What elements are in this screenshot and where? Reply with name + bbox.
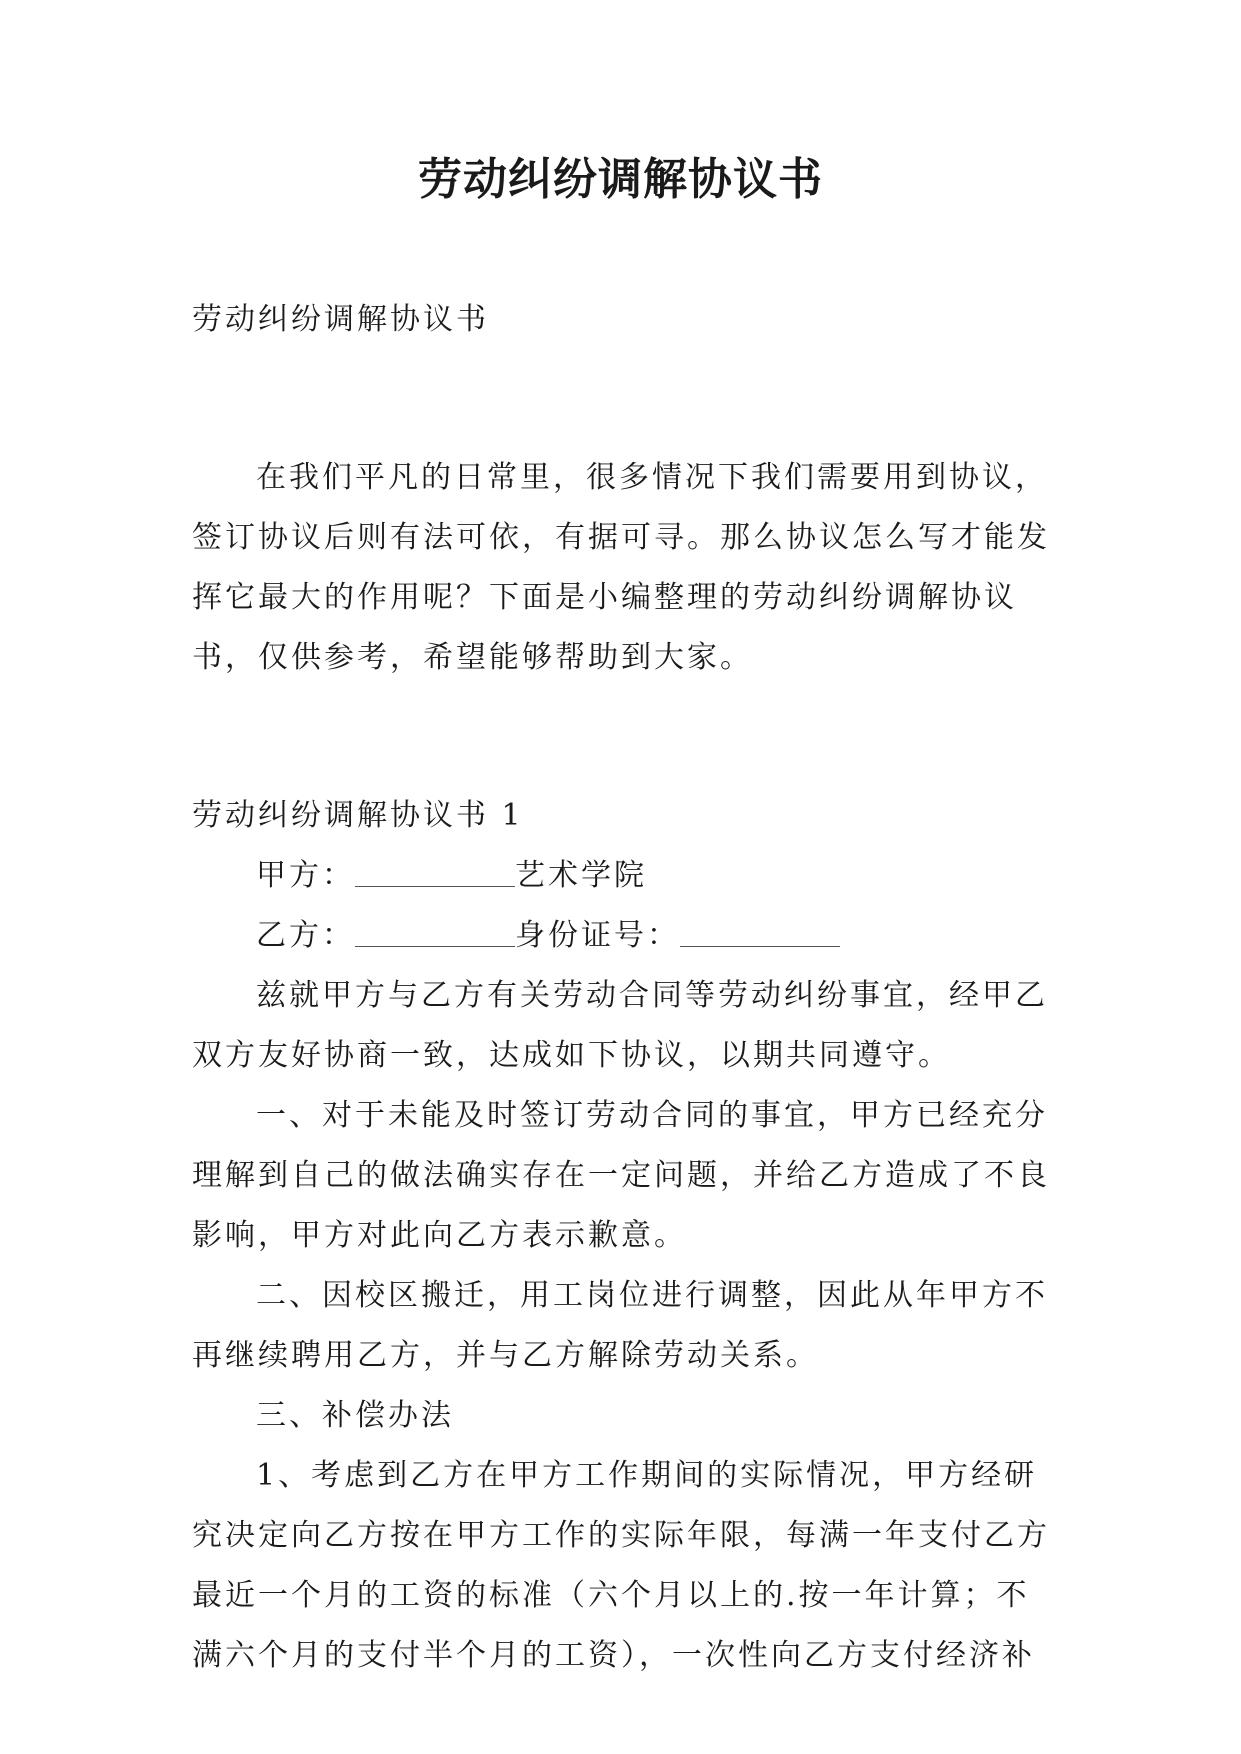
party-a-name: 艺术学院 [515,858,647,893]
body-line: 一、对于未能及时签订劳动合同的事宜，甲方已经充分 [256,1098,1048,1133]
party-a-label: 甲方： [256,858,355,893]
body-line: 理解到自己的做法确实存在一定问题，并给乙方造成了不良 [192,1158,1050,1193]
section-heading: 劳动纠纷调解协议书 1 [192,798,524,833]
body-line: 二、因校区搬迁，用工岗位进行调整，因此从年甲方不 [256,1278,1048,1313]
party-b-id-label: 身份证号： [515,918,680,953]
party-b-id-blank [680,920,840,947]
party-b-line [192,906,1052,966]
spacer [192,350,1052,448]
body-line: 最近一个月的工资的标准（六个月以上的.按一年计算；不 [192,1578,1030,1613]
document-title: 劳动纠纷调解协议书 [418,154,823,205]
document-subtitle: 劳动纠纷调解协议书 [192,302,489,337]
body-line: 兹就甲方与乙方有关劳动合同等劳动纠纷事宜，经甲乙 [256,978,1048,1013]
body-line: 三、补偿办法 [256,1398,454,1433]
body-line: 满六个月的支付半个月的工资），一次性向乙方支付经济补 [192,1638,1035,1673]
body-line: 双方友好协商一致，达成如下协议，以期共同遵守。 [192,1038,951,1073]
party-a-blank [355,860,515,887]
intro-line: 挥它最大的作用呢？下面是小编整理的劳动纠纷调解协议 [192,580,1017,615]
body-line: 究决定向乙方按在甲方工作的实际年限，每满一年支付乙方 [192,1518,1050,1553]
intro-line: 签订协议后则有法可依，有据可寻。那么协议怎么写才能发 [192,520,1050,555]
party-a-line [192,846,1052,906]
body-line: 再继续聘用乙方，并与乙方解除劳动关系。 [192,1338,819,1373]
intro-line: 书，仅供参考，希望能够帮助到大家。 [192,640,753,675]
party-b-label: 乙方： [256,918,355,953]
intro-line: 在我们平凡的日常里，很多情况下我们需要用到协议， [256,460,1048,495]
agreement-body [192,966,1052,1686]
party-b-blank [355,920,515,947]
body-line: 1、考虑到乙方在甲方工作期间的实际情况，甲方经研 [256,1458,1038,1493]
document-body [192,290,1052,1686]
spacer [192,688,1052,786]
body-line: 影响，甲方对此向乙方表示歉意。 [192,1218,687,1253]
